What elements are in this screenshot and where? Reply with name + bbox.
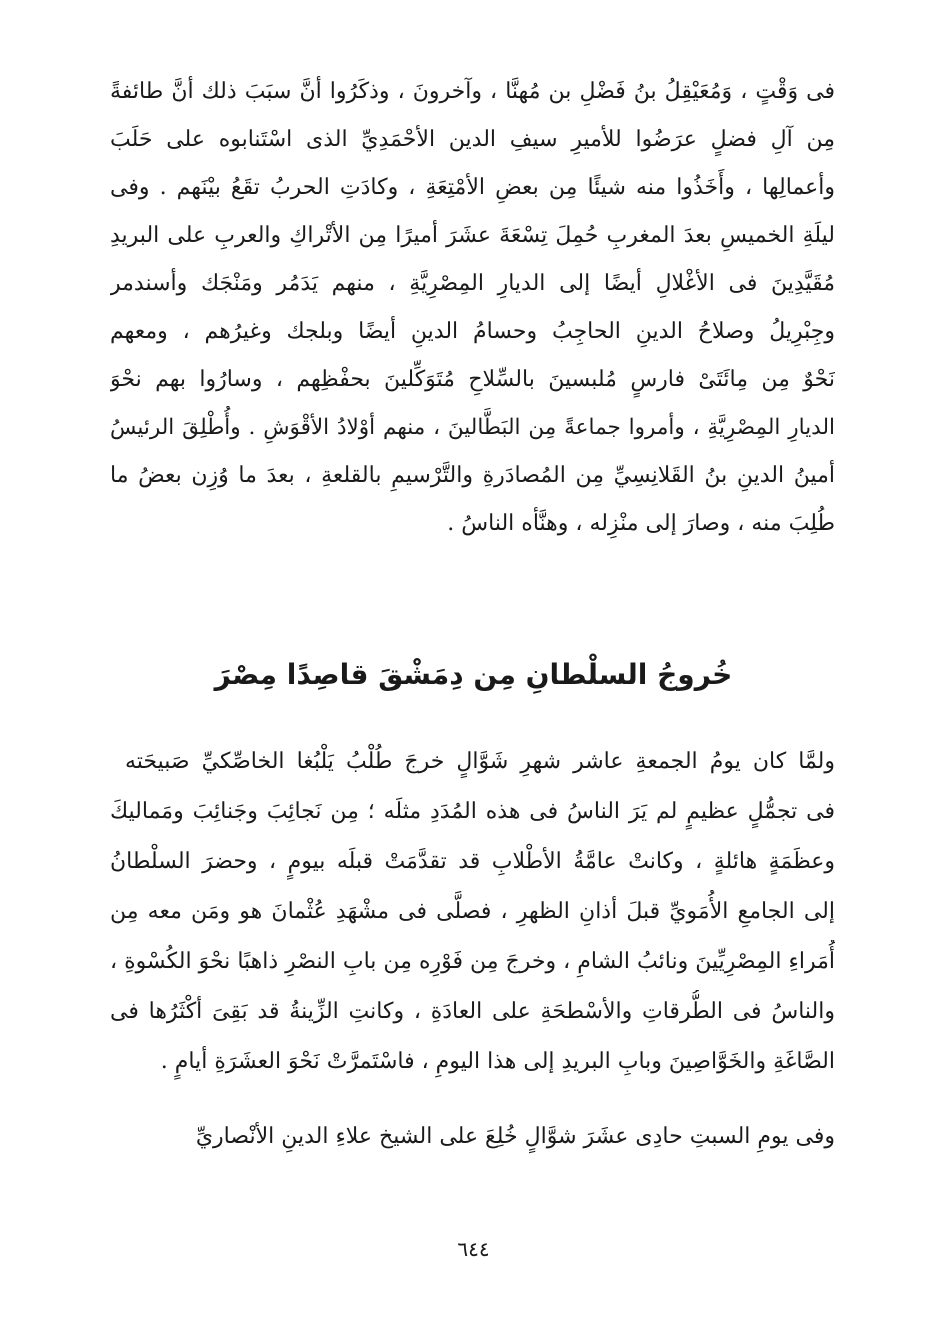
body-line: الديارِ المِصْرِيَّةِ ، وأمروا جماعةً مِن البَطَّالينَ ، منهم أوْلادُ الأقْوَشِ . وأُطْلِقَ الرئيسُ [110,415,835,440]
body-line: وجِبْرِيلُ وصلاحُ الدينِ الحاجِبُ وحسامُ الدينِ أيضًا وبلجك وغيرُهم ، ومعهم [110,319,835,344]
body-line: ولمَّا كان يومُ الجمعةِ عاشر شهرِ شَوَّالٍ خرجَ طُلْبُ يَلْبُغا الخاصِّكيِّ صَبيحَته [125,749,835,774]
body-line: فى وَقْتٍ ، وَمُعَيْقِلُ بنُ فَضْلِ بن مُهنَّا ، وآخرونَ ، وذكَرُوا أنَّ سبَبَ ذلك أنَّ طائفةً [110,79,835,104]
body-line: نَحْوٌ مِن مِائَتَىْ فارسٍ مُلبسينَ بالسِّلاحِ مُتَوَكِّلينَ بحفْظِهم ، وسارُوا بهم نحْوَ [110,367,835,392]
body-line: فى تجمُّلٍ عظيمٍ لم يَرَ الناسُ فى هذه المُدَدِ مثلَه ؛ مِن نَجائِبَ وجَنائِبَ ومَماليكَ [110,799,835,824]
body-line: والناسُ فى الطُّرقاتِ والأسْطحَةِ على العادَةِ ، وكانتِ الزِّينةُ قد بَقِىَ أكْثَرُها فى [110,999,835,1024]
body-line: ليلَةِ الخميسِ بعدَ المغربِ حُمِلَ تِسْعَةَ عشَرَ أميرًا مِن الأتْراكِ والعربِ على البريدِ [110,223,835,248]
section-heading: خُروجُ السلْطانِ مِن دِمَشْقَ قاصِدًا مِصْرَ [214,658,733,691]
body-line: وعظَمَةٍ هائلةٍ ، وكانتْ عامَّةُ الأطْلابِ قد تقدَّمَتْ قبلَه بيومٍ ، وحضرَ السلْطانُ [110,849,835,874]
body-line: أمينُ الدينِ بنُ القَلانِسِيِّ مِن المُصادَرةِ والتَّرْسيمِ بالقلعةِ ، بعدَ ما وُزِن بعضُ ما [110,463,835,488]
page-number: ٦٤٤ [457,1237,490,1261]
body-line: الصَّاغَةِ والخَوَّاصِينَ وبابِ البريدِ إلى هذا اليومِ ، فاسْتَمرَّتْ نَحْوَ العشَرَةِ أيامٍ . [160,1049,835,1074]
body-line: مِن آلِ فضلٍ عرَضُوا للأميرِ سيفِ الدين الأحْمَدِيِّ الذى اسْتَنابوه على حَلَبَ [110,127,835,152]
body-line: وأعمالِها ، وأَخَذُوا منه شيئًا مِن بعضِ الأمْتِعَةِ ، وكادَتِ الحربُ تقَعُ بيْنَهم . وفى [110,175,835,200]
body-line: أُمَراءِ المِصْرِيِّينَ ونائبُ الشامِ ، وخرجَ مِن فَوْرِه مِن بابِ النصْرِ ذاهبًا نحْوَ الكُسْوةِ ، [110,949,835,974]
body-line: طُلِبَ منه ، وصارَ إلى منْزِله ، وهنَّأه الناسُ . [447,511,835,536]
body-line: وفى يومِ السبتِ حادِى عشَرَ شوَّالٍ خُلِعَ على الشيخ علاءِ الدينِ الأنْصاريِّ [195,1124,835,1149]
body-line: إلى الجامعِ الأُمَويِّ قبلَ أذانِ الظهرِ ، فصلَّى فى مشْهَدِ عُثْمانَ هو ومَن معه مِن [110,899,835,924]
body-line: مُقَيَّدِينَ فى الأغْلالِ أيضًا إلى الديارِ المِصْرِيَّةِ ، منهم يَدَمُر ومَنْجَك وأسندمر [110,271,835,296]
